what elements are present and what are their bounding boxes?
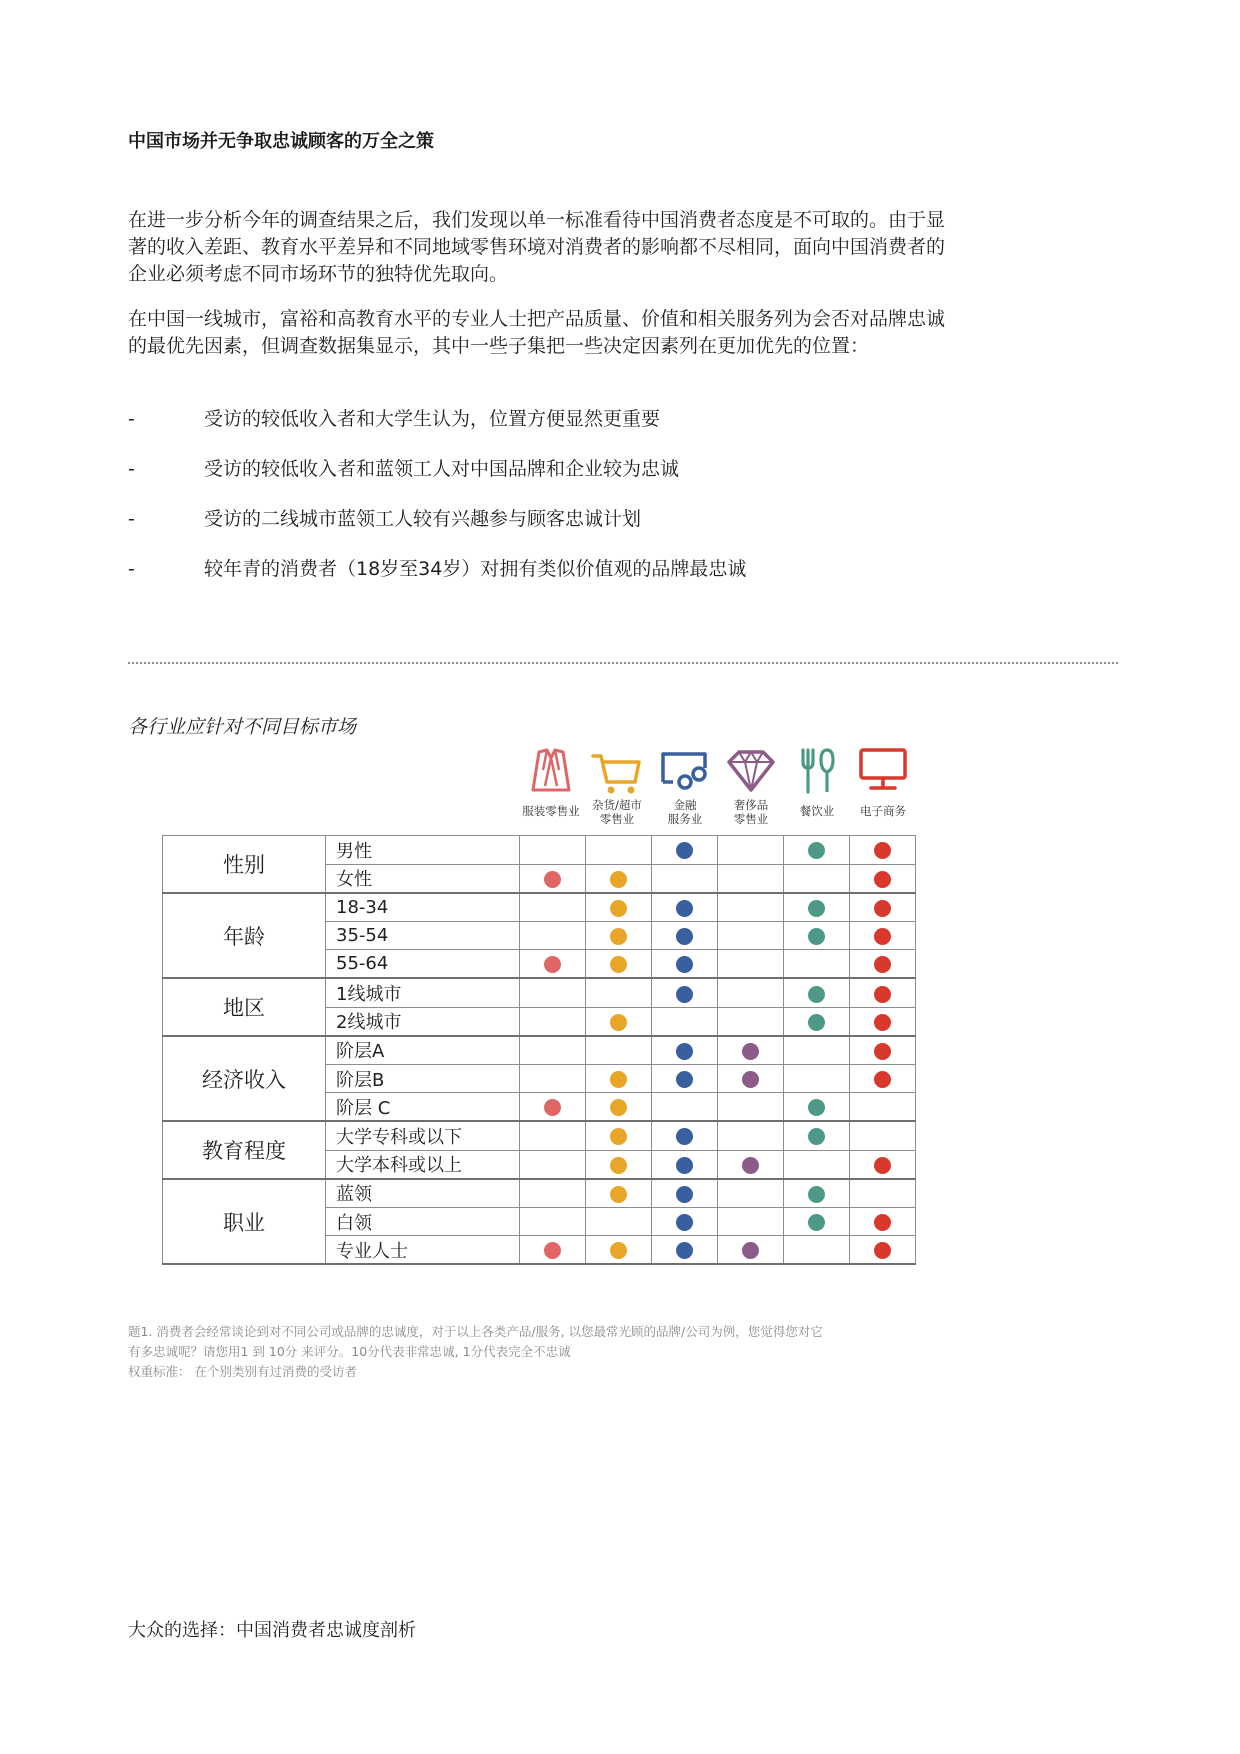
loyalty-dot bbox=[874, 900, 891, 917]
table-cell bbox=[784, 1179, 850, 1208]
table-cell bbox=[652, 893, 718, 922]
table-cell bbox=[652, 1007, 718, 1036]
loyalty-dot bbox=[874, 842, 891, 859]
table-cell bbox=[652, 836, 718, 865]
loyalty-dot bbox=[544, 1099, 561, 1116]
table-cell bbox=[520, 978, 586, 1007]
table-row bbox=[163, 836, 916, 865]
loyalty-dot bbox=[874, 1071, 891, 1088]
table-cell bbox=[784, 1150, 850, 1179]
table-cell bbox=[586, 1007, 652, 1036]
table-cell bbox=[586, 836, 652, 865]
table-cell bbox=[718, 836, 784, 865]
loyalty-dot bbox=[808, 1099, 825, 1116]
table-cell bbox=[784, 1236, 850, 1265]
table-row bbox=[163, 893, 916, 922]
loyalty-dot bbox=[544, 871, 561, 888]
segment-label: 女性 bbox=[326, 864, 520, 893]
industry-label: 服装零售业 bbox=[522, 804, 580, 818]
shopping-cart-icon bbox=[584, 746, 650, 796]
segment-label: 35-54 bbox=[326, 921, 520, 950]
table-cell bbox=[850, 1179, 916, 1208]
table-cell bbox=[520, 864, 586, 893]
table-row bbox=[163, 1121, 916, 1150]
loyalty-dot bbox=[676, 842, 693, 859]
segment-category: 地区 bbox=[163, 978, 326, 1035]
table-cell bbox=[520, 893, 586, 922]
loyalty-dot bbox=[610, 900, 627, 917]
table-cell bbox=[850, 1064, 916, 1093]
table-cell bbox=[520, 921, 586, 950]
bullet-dash: - bbox=[128, 458, 135, 480]
loyalty-dot bbox=[874, 1157, 891, 1174]
table-cell bbox=[784, 921, 850, 950]
segment-label: 55-64 bbox=[326, 950, 520, 979]
tier1-paragraph: 在中国一线城市，富裕和高教育水平的专业人士把产品质量、价值和相关服务列为会否对品牌忠诚的最优先因素，但调查数据集显示，其中一些子集把一些决定因素列在更加优先的位置： bbox=[128, 308, 946, 357]
table-cell bbox=[520, 1064, 586, 1093]
table-cell bbox=[652, 1179, 718, 1208]
bullet-text: 受访的二线城市蓝领工人较有兴趣参与顾客忠诚计划 bbox=[204, 508, 642, 530]
table-cell bbox=[520, 950, 586, 979]
industry-label: 杂货/超市 零售业 bbox=[592, 798, 642, 826]
table-cell bbox=[520, 1207, 586, 1236]
loyalty-dot bbox=[676, 1242, 693, 1259]
table-cell bbox=[652, 921, 718, 950]
segment-label: 蓝领 bbox=[326, 1179, 520, 1208]
loyalty-dot bbox=[874, 928, 891, 945]
industry-label: 金融 服务业 bbox=[667, 798, 703, 826]
loyalty-dot bbox=[742, 1043, 759, 1060]
table-cell bbox=[850, 978, 916, 1007]
table-cell bbox=[586, 1121, 652, 1150]
loyalty-dot bbox=[610, 1157, 627, 1174]
segment-industry-table bbox=[162, 835, 916, 1265]
table-cell bbox=[652, 950, 718, 979]
table-cell bbox=[784, 864, 850, 893]
table-cell bbox=[652, 1036, 718, 1065]
loyalty-dot bbox=[874, 1014, 891, 1031]
table-cell bbox=[718, 893, 784, 922]
table-cell bbox=[718, 1207, 784, 1236]
table-cell bbox=[652, 1150, 718, 1179]
table-cell bbox=[718, 1093, 784, 1122]
table-row bbox=[163, 1036, 916, 1065]
table-cell bbox=[784, 1007, 850, 1036]
table-cell bbox=[850, 864, 916, 893]
table-cell bbox=[784, 1207, 850, 1236]
segment-category: 教育程度 bbox=[163, 1121, 326, 1178]
loyalty-dot bbox=[808, 842, 825, 859]
table-row bbox=[163, 1179, 916, 1208]
table-cell bbox=[520, 1036, 586, 1065]
table-cell bbox=[520, 1093, 586, 1122]
table-cell bbox=[586, 921, 652, 950]
table-cell bbox=[850, 1007, 916, 1036]
table-cell bbox=[652, 864, 718, 893]
loyalty-dot bbox=[676, 900, 693, 917]
table-cell bbox=[850, 893, 916, 922]
table-cell bbox=[784, 1121, 850, 1150]
segment-category: 职业 bbox=[163, 1179, 326, 1265]
loyalty-dot bbox=[610, 1128, 627, 1145]
finance-card-icon bbox=[652, 746, 718, 796]
loyalty-dot bbox=[742, 1242, 759, 1259]
loyalty-dot bbox=[676, 1186, 693, 1203]
apparel-icon bbox=[518, 746, 584, 796]
bullet-text: 受访的较低收入者和大学生认为，位置方便显然更重要 bbox=[204, 408, 661, 430]
loyalty-dot bbox=[676, 1071, 693, 1088]
table-cell bbox=[520, 1236, 586, 1265]
loyalty-dot bbox=[742, 1071, 759, 1088]
segment-label: 专业人士 bbox=[326, 1236, 520, 1265]
table-cell bbox=[718, 921, 784, 950]
bullet-dash: - bbox=[128, 408, 135, 430]
loyalty-dot bbox=[808, 1186, 825, 1203]
table-cell bbox=[784, 836, 850, 865]
table-cell bbox=[586, 1036, 652, 1065]
table-cell bbox=[718, 1150, 784, 1179]
loyalty-dot bbox=[676, 1128, 693, 1145]
table-cell bbox=[586, 1207, 652, 1236]
segment-label: 白领 bbox=[326, 1207, 520, 1236]
segment-category: 经济收入 bbox=[163, 1036, 326, 1122]
table-cell bbox=[586, 864, 652, 893]
table-cell bbox=[850, 1236, 916, 1265]
footnote-line: 有多忠诚呢？请您用1 到 10分 来评分。10分代表非常忠诚, 1分代表完全不忠诚 bbox=[128, 1344, 571, 1359]
table-cell bbox=[520, 1007, 586, 1036]
table-cell bbox=[850, 1121, 916, 1150]
loyalty-dot bbox=[676, 956, 693, 973]
table-cell bbox=[850, 950, 916, 979]
table-cell bbox=[520, 1150, 586, 1179]
loyalty-dot bbox=[808, 900, 825, 917]
table-cell bbox=[850, 1150, 916, 1179]
table-cell bbox=[652, 1236, 718, 1265]
table-cell bbox=[850, 921, 916, 950]
loyalty-dot bbox=[874, 1214, 891, 1231]
segment-label: 大学专科或以下 bbox=[326, 1121, 520, 1150]
loyalty-dot bbox=[808, 1214, 825, 1231]
table-cell bbox=[586, 1093, 652, 1122]
table-cell bbox=[586, 893, 652, 922]
loyalty-dot bbox=[808, 986, 825, 1003]
table-cell bbox=[718, 1036, 784, 1065]
loyalty-dot bbox=[808, 1128, 825, 1145]
table-cell bbox=[784, 893, 850, 922]
loyalty-dot bbox=[610, 1071, 627, 1088]
table-cell bbox=[586, 1150, 652, 1179]
bullet-text: 受访的较低收入者和蓝领工人对中国品牌和企业较为忠诚 bbox=[204, 458, 680, 480]
dotted-divider bbox=[128, 662, 1118, 664]
table-cell bbox=[784, 950, 850, 979]
loyalty-dot bbox=[676, 1157, 693, 1174]
segment-category: 年龄 bbox=[163, 893, 326, 979]
table-cell bbox=[784, 1064, 850, 1093]
footnote bbox=[128, 1322, 958, 1382]
bullet-dash: - bbox=[128, 508, 135, 530]
loyalty-dot bbox=[874, 1242, 891, 1259]
table-cell bbox=[718, 950, 784, 979]
chart-title: 各行业应针对不同目标市场 bbox=[128, 716, 357, 738]
table-cell bbox=[520, 1121, 586, 1150]
table-cell bbox=[586, 978, 652, 1007]
loyalty-dot bbox=[874, 1043, 891, 1060]
loyalty-dot bbox=[610, 1242, 627, 1259]
bullet-dash: - bbox=[128, 558, 135, 580]
computer-monitor-icon bbox=[850, 746, 916, 796]
footnote-line: 权重标准： 在个别类别有过消费的受访者 bbox=[128, 1364, 357, 1379]
page-title: 中国市场并无争取忠诚顾客的万全之策 bbox=[128, 131, 434, 152]
loyalty-dot bbox=[544, 956, 561, 973]
table-cell bbox=[718, 864, 784, 893]
loyalty-dot bbox=[676, 928, 693, 945]
industry-label: 奢侈品 零售业 bbox=[733, 798, 769, 826]
segment-label: 大学本科或以上 bbox=[326, 1150, 520, 1179]
loyalty-dot bbox=[610, 1186, 627, 1203]
table-row bbox=[163, 978, 916, 1007]
table-cell bbox=[652, 1121, 718, 1150]
table-cell bbox=[718, 1121, 784, 1150]
page-footer: 大众的选择：中国消费者忠诚度剖析 bbox=[128, 1620, 416, 1641]
loyalty-dot bbox=[544, 1242, 561, 1259]
table-cell bbox=[718, 1179, 784, 1208]
cutlery-icon bbox=[784, 746, 850, 796]
loyalty-dot bbox=[610, 928, 627, 945]
loyalty-dot bbox=[676, 1214, 693, 1231]
loyalty-dot bbox=[610, 956, 627, 973]
loyalty-dot bbox=[676, 1043, 693, 1060]
table-cell bbox=[586, 950, 652, 979]
table-cell bbox=[784, 978, 850, 1007]
table-cell bbox=[850, 1207, 916, 1236]
loyalty-dot bbox=[610, 1014, 627, 1031]
segment-label: 2线城市 bbox=[326, 1007, 520, 1036]
table-cell bbox=[784, 1036, 850, 1065]
segment-label: 阶层 C bbox=[326, 1093, 520, 1122]
table-cell bbox=[718, 978, 784, 1007]
loyalty-dot bbox=[874, 956, 891, 973]
loyalty-dot bbox=[676, 986, 693, 1003]
segment-label: 阶层A bbox=[326, 1036, 520, 1065]
table-cell bbox=[652, 1093, 718, 1122]
loyalty-dot bbox=[874, 986, 891, 1003]
footnote-line: 题1. 消费者会经常谈论到对不同公司或品牌的忠诚度，对于以上各类产品/服务, 以您最常光顾的品牌/公司为例，您觉得您对它 bbox=[128, 1324, 823, 1339]
table-cell bbox=[652, 1064, 718, 1093]
table-cell bbox=[850, 1093, 916, 1122]
table-cell bbox=[850, 836, 916, 865]
table-cell bbox=[784, 1093, 850, 1122]
diamond-icon bbox=[718, 746, 784, 796]
loyalty-dot bbox=[610, 1099, 627, 1116]
table-cell bbox=[652, 1207, 718, 1236]
industry-label: 电子商务 bbox=[860, 804, 906, 818]
table-cell bbox=[586, 1064, 652, 1093]
bullet-text: 较年青的消费者（18岁至34岁）对拥有类似价值观的品牌最忠诚 bbox=[204, 558, 747, 580]
segment-label: 阶层B bbox=[326, 1064, 520, 1093]
intro-paragraph: 在进一步分析今年的调查结果之后，我们发现以单一标准看待中国消费者态度是不可取的。由于显著的收入差距、教育水平差异和不同地域零售环境对消费者的影响都不尽相同，面向中国消费者的企业必须考虑不同市场环节的独特优先取向。 bbox=[128, 209, 946, 285]
table-cell bbox=[718, 1236, 784, 1265]
table-cell bbox=[718, 1064, 784, 1093]
table-cell bbox=[652, 978, 718, 1007]
segment-label: 18-34 bbox=[326, 893, 520, 922]
table-cell bbox=[520, 836, 586, 865]
segment-category: 性别 bbox=[163, 836, 326, 893]
segment-label: 1线城市 bbox=[326, 978, 520, 1007]
loyalty-dot bbox=[610, 871, 627, 888]
segment-label: 男性 bbox=[326, 836, 520, 865]
loyalty-dot bbox=[808, 928, 825, 945]
industry-label: 餐饮业 bbox=[799, 804, 835, 818]
table-cell bbox=[850, 1036, 916, 1065]
loyalty-dot bbox=[874, 871, 891, 888]
table-cell bbox=[586, 1236, 652, 1265]
loyalty-dot bbox=[742, 1157, 759, 1174]
loyalty-dot bbox=[808, 1014, 825, 1031]
table-cell bbox=[718, 1007, 784, 1036]
table-cell bbox=[586, 1179, 652, 1208]
table-cell bbox=[520, 1179, 586, 1208]
